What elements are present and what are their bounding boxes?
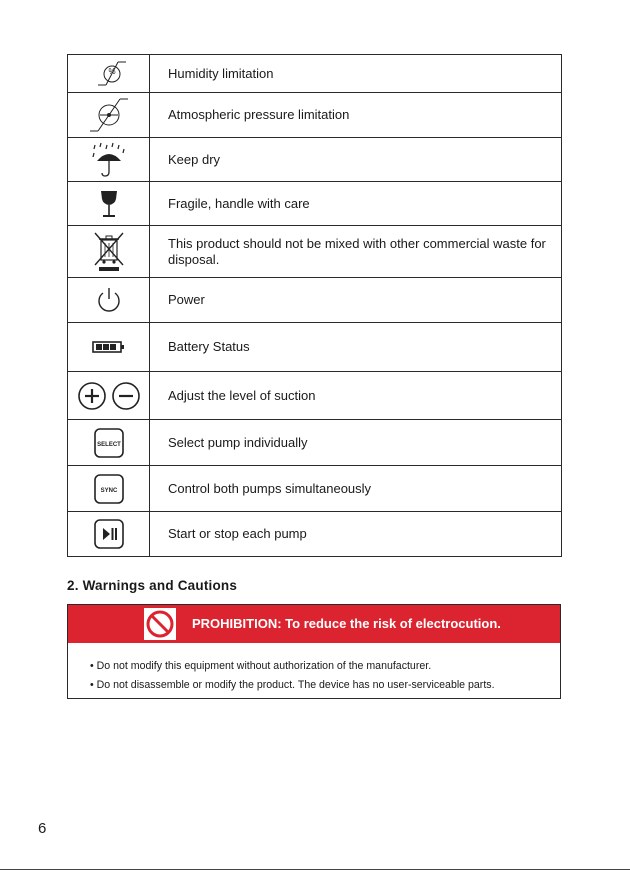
page-number: 6 — [38, 820, 47, 837]
battery-icon — [92, 340, 126, 354]
warning-item: • Do not disassemble or modify the product. The device has no user-serviceable parts. — [90, 676, 560, 695]
humidity-limitation-icon — [89, 57, 129, 91]
symbol-row — [68, 466, 562, 512]
sync-button-icon — [94, 474, 124, 504]
symbol-row — [68, 323, 562, 372]
warning-title: PROHIBITION: To reduce the risk of electrocution. — [192, 616, 501, 631]
sync-button-text: SYNC — [100, 487, 117, 494]
bottom-divider — [0, 869, 630, 870]
symbol-description: Humidity limitation — [150, 55, 562, 93]
symbol-description: Adjust the level of suction — [150, 372, 562, 420]
symbol-description: Atmospheric pressure limitation — [150, 93, 562, 138]
symbol-description: Battery Status — [150, 323, 562, 372]
keep-dry-icon — [89, 141, 129, 179]
symbol-row — [68, 226, 562, 278]
play-pause-icon — [94, 519, 124, 549]
power-icon — [94, 285, 124, 315]
warning-box — [67, 604, 561, 699]
warning-item: • Do not modify this equipment without authorization of the manufacturer. — [90, 657, 560, 676]
humidity-symbol-text: % — [107, 66, 116, 76]
symbols-table — [67, 54, 562, 557]
warning-header — [68, 605, 560, 643]
symbol-description: Control both pumps simultaneously — [150, 466, 562, 512]
plus-minus-icon — [76, 380, 142, 412]
symbol-description: Select pump individually — [150, 420, 562, 466]
select-button-icon — [94, 428, 124, 458]
atmospheric-pressure-icon — [86, 95, 132, 135]
symbol-row — [68, 420, 562, 466]
section-title: 2. Warnings and Cautions — [67, 578, 238, 593]
symbol-description: This product should not be mixed with other commercial waste for disposal. — [150, 226, 562, 278]
symbol-row — [68, 93, 562, 138]
weee-disposal-icon — [91, 231, 127, 273]
symbol-description: Fragile, handle with care — [150, 182, 562, 226]
symbol-description: Keep dry — [150, 138, 562, 182]
select-button-text: SELECT — [96, 441, 121, 448]
symbol-row — [68, 512, 562, 557]
symbol-row — [68, 278, 562, 323]
warning-list — [68, 643, 560, 695]
symbol-row — [68, 55, 562, 93]
symbol-description: Power — [150, 278, 562, 323]
symbol-row — [68, 138, 562, 182]
prohibition-icon — [144, 608, 176, 640]
symbol-row — [68, 372, 562, 420]
symbol-row — [68, 182, 562, 226]
symbol-description: Start or stop each pump — [150, 512, 562, 557]
fragile-icon — [98, 189, 120, 219]
